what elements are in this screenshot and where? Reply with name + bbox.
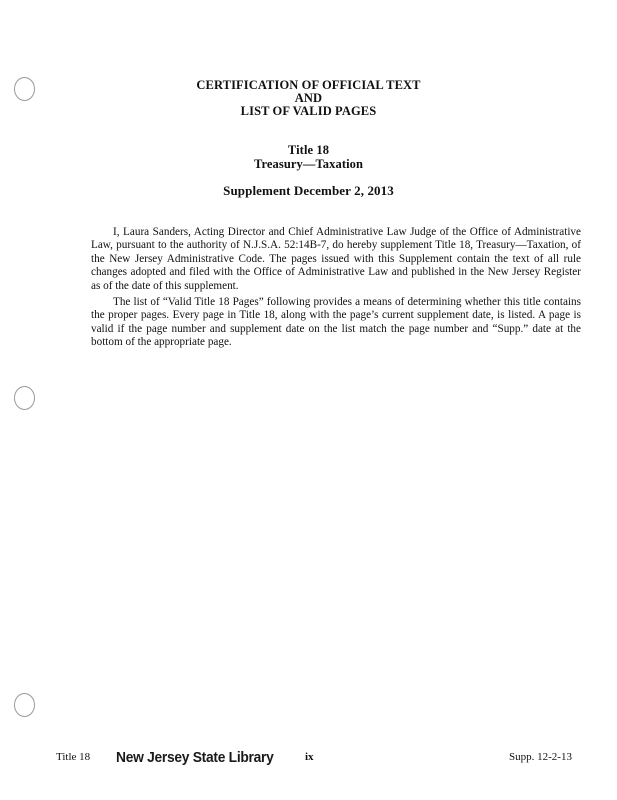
footer-supplement-date: Supp. 12-2-13 xyxy=(509,751,572,763)
supplement-date-heading: Supplement December 2, 2013 xyxy=(223,183,394,198)
punch-hole-bottom xyxy=(14,693,35,717)
valid-pages-paragraph: The list of “Valid Title 18 Pages” following provides a means of determining whether this title contains the proper pages. Every page in Title 18, along with the page’s current supplement date, is listed. A page is valid if the page number and supplement date on the list match the page number and “Supp.” date at the bottom of the appropriate page. xyxy=(91,296,581,349)
list-of-valid-pages-heading: LIST OF VALID PAGES xyxy=(240,104,377,118)
certification-heading: CERTIFICATION OF OFFICIAL TEXT xyxy=(196,78,421,92)
subtitle-heading: Treasury—Taxation xyxy=(253,157,364,171)
library-stamp: New Jersey State Library xyxy=(116,749,274,766)
punch-hole-middle xyxy=(14,386,35,410)
footer-title: Title 18 xyxy=(56,751,91,763)
title-heading: Title 18 xyxy=(287,143,330,157)
certification-paragraph: I, Laura Sanders, Acting Director and Chief Administrative Law Judge of the Office of Administrative Law, pursuant to the authority of N.J.S.A. 52:14B-7, do hereby supplement Title 18, Treasury—Taxation, of the New Jersey Administrative Code. The pages issued with this Supplement contain the text of all rule changes adopted and filed with the Office of Administrative Law and published in the New Jersey Register as of the date of this supplement. xyxy=(91,226,581,292)
and-heading: AND xyxy=(294,91,323,105)
footer-page-number: ix xyxy=(305,751,314,763)
